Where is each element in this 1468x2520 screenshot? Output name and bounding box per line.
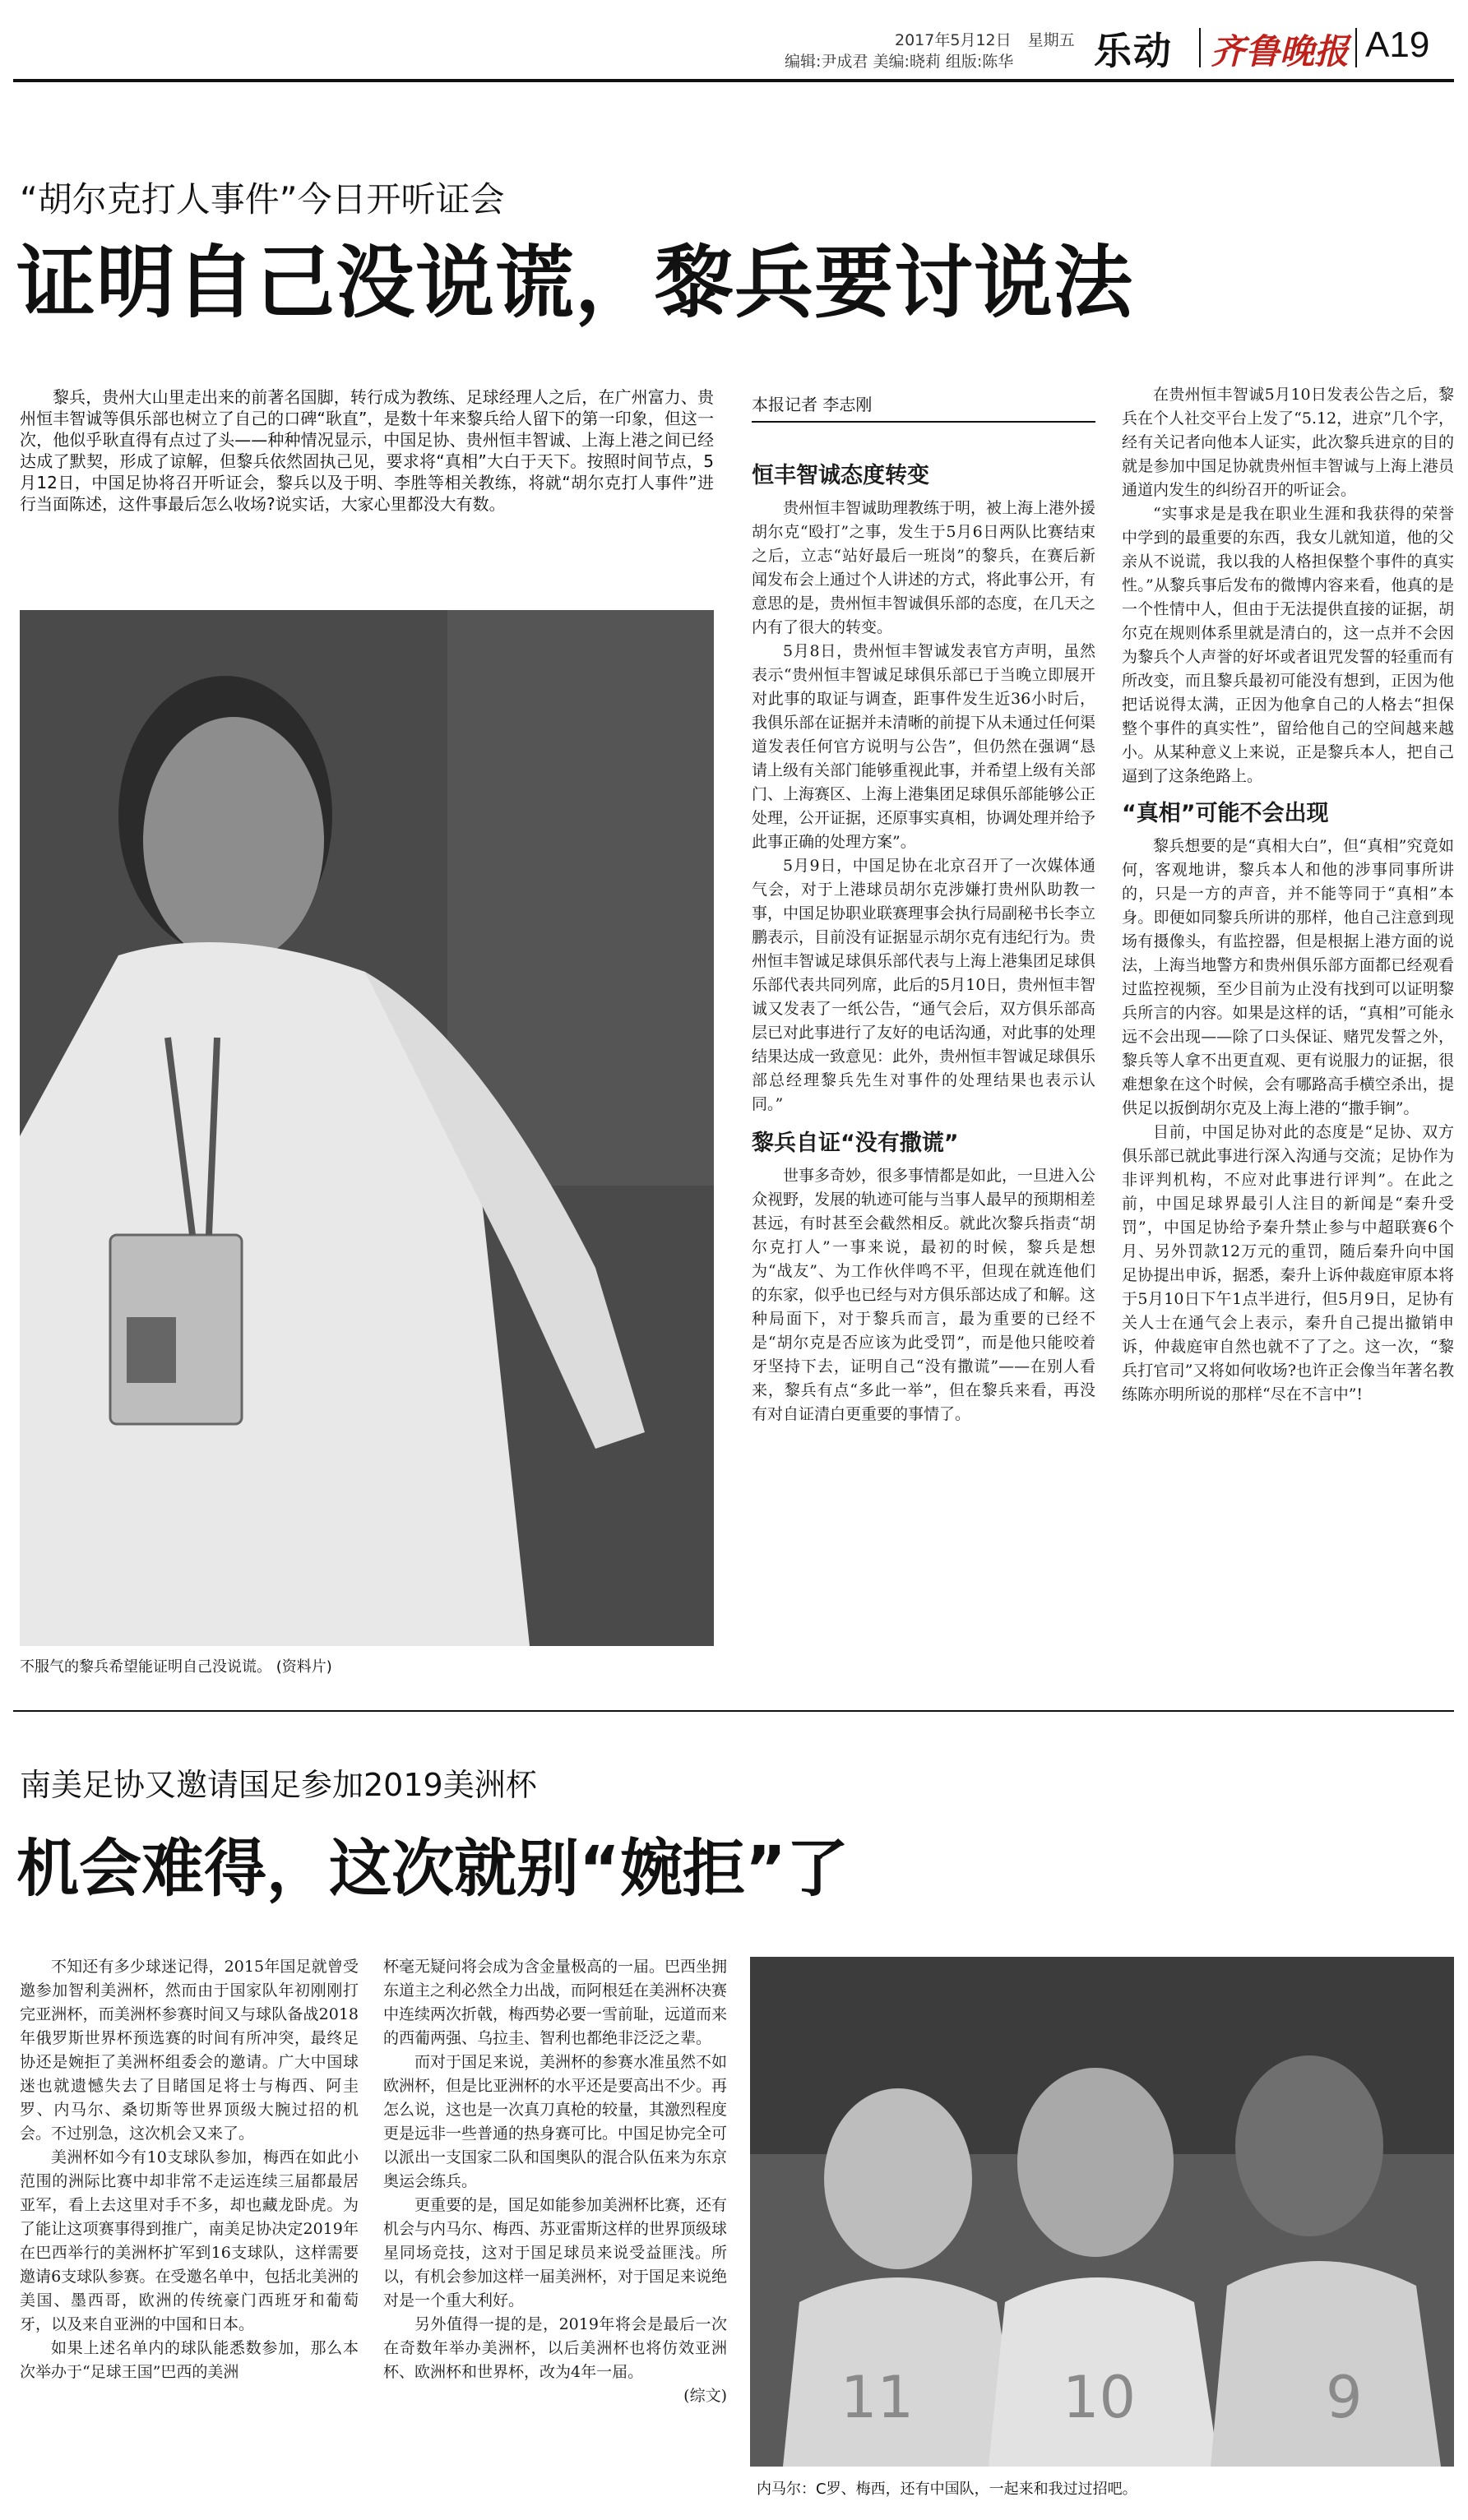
article1-col2 xyxy=(752,457,1095,1426)
header-weekday: 星期五 xyxy=(1027,31,1075,49)
article1-kicker: “胡尔克打人事件”今日开听证会 xyxy=(20,179,505,220)
header-rule xyxy=(13,79,1454,82)
paragraph: “实事求是是我在职业生涯和我获得的荣誉中学到的最重要的东西，我女儿就知道，他的父亲从不说谎，我以我的人格担保整个事件的真实性。”从黎兵事后发布的微博内容来看，他真的是一个性情中人，但由于无法提供直接的证据，胡尔克在规则体系里就是清白的，这一点并不会因为黎兵个人声誉的好坏或者诅咒发誓的轻重而有所改变，而且黎兵最初可能没有想到，正因为他把话说得太满，正因为他拿自己的人格去“担保整个事件的真实性”，留给他自己的空间越来越小。从某种意义上来说，正是黎兵本人，把自己逼到了这条绝路上。 xyxy=(1122,505,1454,785)
header-divider-2 xyxy=(1355,28,1357,67)
neymar-photo-figure xyxy=(750,1957,1454,2467)
article2-col2 xyxy=(383,1955,727,2408)
article1-col3 xyxy=(1122,383,1454,1407)
paragraph: 如果上述名单内的球队能悉数参加，那么本次举办于“足球王国”巴西的美洲 xyxy=(20,2339,359,2381)
page-number: A19 xyxy=(1365,25,1430,65)
svg-text:9: 9 xyxy=(1326,2364,1363,2431)
neymar-photo xyxy=(750,1957,1454,2467)
article2-col1 xyxy=(20,1955,359,2384)
subhead-no-lie: 黎兵自证“没有撒谎” xyxy=(752,1131,959,1156)
paper-logo: 齐鲁晚报 xyxy=(1211,31,1350,72)
paragraph: 黎兵想要的是“真相大白”，但“真相”究竟如何，客观地讲，黎兵本人和他的涉事同事所讲的，只是一方的声音，并不能等同于“真相”本身。即便如同黎兵所讲的那样，他自己注意到现场有摄像头，有监控器，但是根据上港方面的说法，上海当地警方和贵州俱乐部方面都已经观看过监控视频，至少目前为止没有找到可以证明黎兵所言的内容。如果是这样的话，“真相”可能永远不会出现——除了口头保证、赌咒发誓之外，黎兵等人拿不出更直观、更有说服力的证据，很难想象在这个时候，会有哪路高手横空杀出，提供足以扳倒胡尔克及上海上港的“撒手锏”。 xyxy=(1122,837,1454,1117)
libing-photo-figure xyxy=(20,610,714,1646)
paragraph: 杯毫无疑问将会成为含金量极高的一届。巴西坐拥东道主之利必然全力出战，而阿根廷在美洲杯决赛中连续两次折戟，梅西势必要一雪前耻，远道而来的西葡两强、乌拉圭、智利也都绝非泛泛之辈。 xyxy=(383,1958,728,2047)
paragraph: 另外值得一提的是，2019年将会是最后一次在奇数年举办美洲杯，以后美洲杯也将仿效亚洲杯、欧洲杯和世界杯，改为4年一届。 xyxy=(383,2315,727,2381)
paragraph: 在贵州恒丰智诚5月10日发表公告之后，黎兵在个人社交平台上发了“5.12，进京”几个字，经有关记者向他本人证实，此次黎兵进京的目的就是参加中国足协就贵州恒丰智诚与上海上港员通道内发生的纠纷召开的听证会。 xyxy=(1122,386,1454,499)
article2-source: (综文) xyxy=(683,2387,727,2405)
article1-headline: 证明自己没说谎，黎兵要讨说法 xyxy=(16,237,1133,329)
paragraph: 贵州恒丰智诚助理教练于明，被上海上港外援胡尔克“殴打”之事，发生于5月6日两队比赛结束之后，立志“站好最后一班岗”的黎兵，在赛后新闻发布会上通过个人讲述的方式，将此事公开，有意思的是，贵州恒丰智诚俱乐部的态度，在几天之内有了很大的转变。 xyxy=(752,499,1096,636)
article-divider xyxy=(13,1710,1454,1712)
paragraph: 目前，中国足协对此的态度是“足协、双方俱乐部已就此事进行深入沟通与交流；足协作为非评判机构，不应对此事进行评判”。在此之前，中国足球界最引人注目的新闻是“秦升受罚”，中国足协给予秦升禁止参与中超联赛6个月、另外罚款12万元的重罚，随后秦升向中国足协提出申诉，据悉，秦升上诉仲裁庭审原本将于5月10日下午1点半进行，但5月9日，足协有关人士在通气会上表示，秦升自己提出撤销申诉，仲裁庭审自然也就不了了之。这一次，“黎兵打官司”又将如何收场?也许正会像当年著名教练陈亦明所说的那样“尽在不言中”! xyxy=(1122,1123,1454,1403)
article1-byline: 本报记者 李志刚 xyxy=(752,395,873,414)
neymar-photo-caption: 内马尔：C罗、梅西，还有中国队，一起来和我过过招吧。 xyxy=(757,2481,1137,2498)
libing-photo xyxy=(20,610,714,1646)
subhead-truth: “真相”可能不会出现 xyxy=(1122,801,1329,826)
paragraph: 世事多奇妙，很多事情都是如此，一旦进入公众视野，发展的轨迹可能与当事人最早的预期相差甚远，有时甚至会截然相反。就此次黎兵指责“胡尔克打人”一事来说，最初的时候，黎兵是想为“战友”、为工作伙伴鸣不平，但现在就连他们的东家，似乎也已经与对方俱乐部达成了和解。这种局面下，对于黎兵而言，最为重要的已经不是“胡尔克是否应该为此受罚”，而是他只能咬着牙坚持下去，证明自己“没有撒谎”——在别人看来，黎兵有点“多此一举”，但在黎兵来看，再没有对自证清白更重要的事情了。 xyxy=(752,1167,1096,1423)
header-date-text: 2017年5月12日 xyxy=(895,31,1012,49)
byline-rule xyxy=(752,421,1095,423)
header-divider-1 xyxy=(1199,28,1201,67)
paragraph: 不知还有多少球迷记得，2015年国足就曾受邀参加智利美洲杯，然而由于国家队年初刚刚打完亚洲杯，而美洲杯参赛时间又与球队备战2018年俄罗斯世界杯预选赛的时间有所冲突，最终足协还是婉拒了美洲杯组委会的邀请。广大中国球迷也就遗憾失去了目睹国足将士与梅西、阿圭罗、内马尔、桑切斯等世界顶级大腕过招的机会。不过别急，这次机会又来了。 xyxy=(20,1958,359,2143)
paragraph: 而对于国足来说，美洲杯的参赛水准虽然不如欧洲杯，但是比亚洲杯的水平还是要高出不少。再怎么说，这也是一次真刀真枪的较量，其激烈程度更是远非一些普通的热身赛可比。中国足协完全可以派出一支国家二队和国奥队的混合队伍来为东京奥运会练兵。 xyxy=(383,2053,728,2190)
subhead-attitude: 恒丰智诚态度转变 xyxy=(752,463,929,488)
paragraph: 美洲杯如今有10支球队参加，梅西在如此小范围的洲际比赛中却非常不走运连续三届都最居亚军，看上去这里对手不多，却也藏龙卧虎。为了能让这项赛事得到推广，南美足协决定2019年在巴西举行的美洲杯扩军到16支球队，这样需要邀请6支球队参赛。在受邀名单中，包括北美洲的美国、墨西哥，欧洲的传统豪门西班牙和葡萄牙，以及来自亚洲的中国和日本。 xyxy=(20,2148,359,2333)
paragraph: 5月9日，中国足协在北京召开了一次媒体通气会，对于上港球员胡尔克涉嫌打贵州队助教一事，中国足协职业联赛理事会执行局副秘书长李立鹏表示，目前没有证据显示胡尔克有违纪行为。贵州恒丰智诚足球俱乐部代表与上海上港集团足球俱乐部代表共同列席，此后的5月10日，贵州恒丰智诚又发表了一纸公告，“通气会后，双方俱乐部高层已对此事进行了友好的电话沟通，对此事的处理结果达成一致意见：此外，贵州恒丰智诚足球俱乐部总经理黎兵先生对事件的处理结果也表示认同。” xyxy=(752,857,1096,1113)
article2-kicker: 南美足协又邀请国足参加2019美洲杯 xyxy=(20,1767,537,1803)
article1-lead-text: 黎兵，贵州大山里走出来的前著名国脚，转行成为教练、足球经理人之后，在广州富力、贵州恒丰智诚等俱乐部也树立了自己的口碑“耿直”，是数十年来黎兵给人留下的第一印象，但这一次，他似乎耿直得有点过了头——种种情况显示，中国足协、贵州恒丰智诚、上海上港之间已经达成了默契，形成了谅解，但黎兵依然固执己见，要求将“真相”大白于天下。按照时间节点，5月12日，中国足协将召开听证会，黎兵以及于明、李胜等相关教练，将就“胡尔克打人事件”进行当面陈述，这件事最后怎么收场?说实话，大家心里都没大有数。 xyxy=(20,387,714,514)
header-editors: 编辑:尹成君 美编:晓莉 组版:陈华 xyxy=(785,53,1014,71)
article2-headline: 机会难得，这次就别“婉拒”了 xyxy=(16,1832,849,1905)
paragraph: 更重要的是，国足如能参加美洲杯比赛，还有机会与内马尔、梅西、苏亚雷斯这样的世界顶级球星同场竞技，这对于国足球员来说受益匪浅。所以，有机会参加这样一届美洲杯，对于国足来说绝对是一个重大利好。 xyxy=(383,2196,728,2310)
article1-lead xyxy=(20,386,714,515)
svg-text:11: 11 xyxy=(841,2364,915,2431)
header-date xyxy=(895,28,1075,50)
svg-text:10: 10 xyxy=(1063,2364,1137,2431)
libing-photo-caption: 不服气的黎兵希望能证明自己没说谎。 (资料片) xyxy=(20,1658,332,1676)
section-name: 乐动 xyxy=(1094,29,1173,73)
paragraph: 5月8日，贵州恒丰智诚发表官方声明，虽然表示“贵州恒丰智诚足球俱乐部已于当晚立即展开对此事的取证与调查，距事件发生近36小时后，我俱乐部在证据并未清晰的前提下从未通过任何渠道发表任何官方说明与公告”，但仍然在强调“恳请上级有关部门能够重视此事，并希望上级有关部门、上海赛区、上海上港集团足球俱乐部能够公正处理，公开证据，还原事实真相，协调处理并给予此事正确的处理方案”。 xyxy=(752,642,1096,851)
